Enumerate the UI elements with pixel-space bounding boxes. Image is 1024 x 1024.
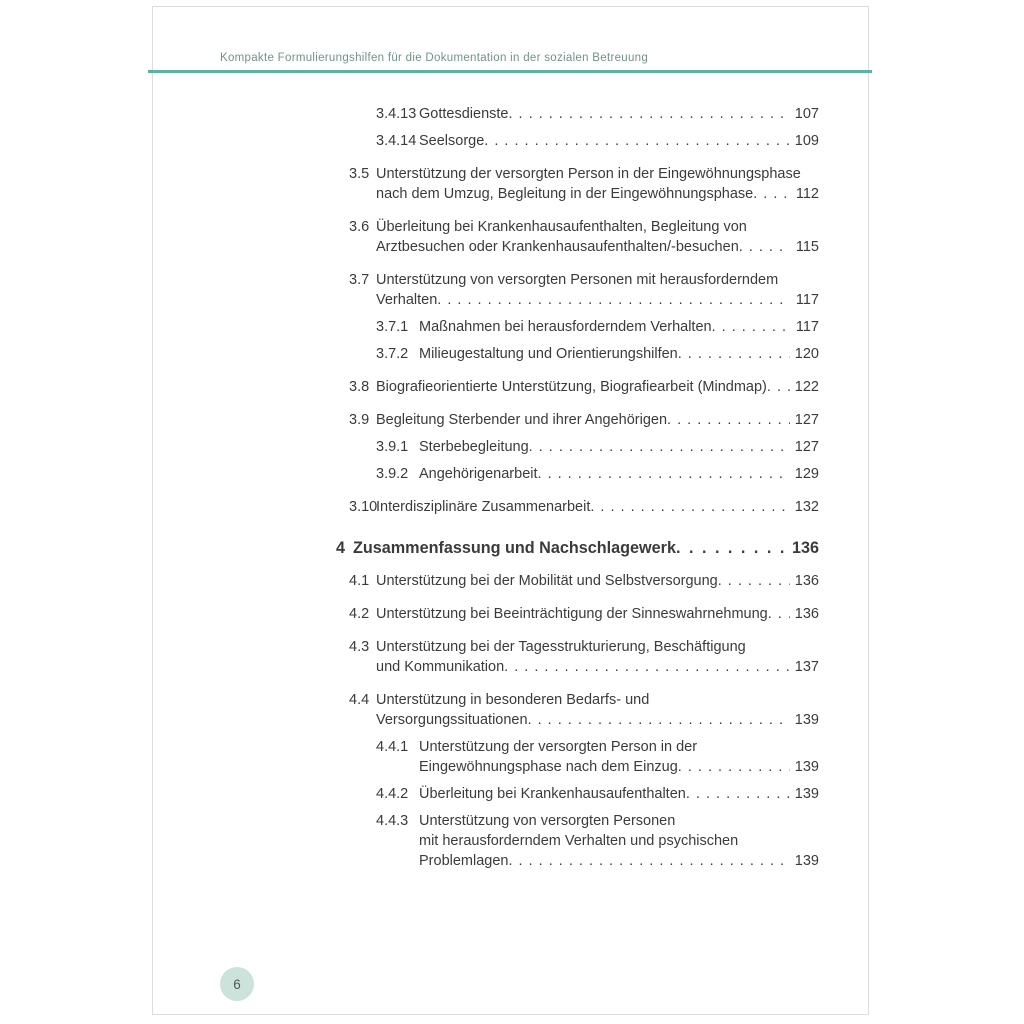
toc-entry-title: Seelsorge — [419, 133, 485, 149]
toc-entry-page: 120 — [794, 346, 819, 362]
toc-entry[interactable] — [336, 377, 819, 397]
toc-entry-page: 136 — [794, 573, 819, 589]
toc-entry-page: 139 — [794, 712, 819, 728]
toc-entry-number: 3.4.14 — [376, 133, 417, 149]
dot-leader — [590, 497, 790, 517]
toc-entry-page: 107 — [794, 106, 819, 122]
toc-entry[interactable] — [336, 497, 819, 517]
toc-entry-number: 3.4.13 — [376, 106, 417, 122]
toc-entry-number: 3.5 — [349, 166, 370, 182]
dot-leader — [739, 237, 790, 257]
toc-entry-title: Arztbesuchen oder Krankenhausaufenthalten/-besuchen — [376, 239, 739, 255]
toc-entry[interactable] — [336, 571, 819, 591]
toc-entry-title: Verhalten — [376, 292, 438, 308]
toc-entry-title: Unterstützung von versorgten Personen — [419, 813, 676, 829]
running-header-title: Kompakte Formulierungshilfen für die Dokumentation in der sozialen Betreuung — [220, 52, 649, 64]
dot-leader — [712, 317, 790, 337]
dot-leader — [508, 851, 790, 871]
toc-entry-page: 127 — [794, 439, 819, 455]
toc-entry-title: Unterstützung in besonderen Bedarfs- und — [376, 692, 650, 708]
toc-entry-title: Überleitung bei Krankenhausaufenthalten — [419, 786, 686, 802]
toc-entry-number: 3.7.1 — [376, 319, 409, 335]
toc-entry-page: 136 — [794, 606, 819, 622]
toc-entry-title: Unterstützung bei der Mobilität und Selbstversorgung — [376, 573, 718, 589]
toc-entry-title: mit herausforderndem Verhalten und psychischen — [419, 833, 739, 849]
toc-entry[interactable] — [336, 270, 819, 310]
toc-entry-number: 3.7.2 — [376, 346, 409, 362]
toc-entry[interactable] — [336, 690, 819, 730]
dot-leader — [718, 571, 790, 591]
toc-entry-title: Unterstützung der versorgten Person in der — [419, 739, 698, 755]
toc-entry[interactable] — [336, 737, 819, 777]
toc-entry-title: Maßnahmen bei herausforderndem Verhalten — [419, 319, 712, 335]
toc-entry-title: Zusammenfassung und Nachschlagewerk — [353, 539, 676, 557]
toc-entry-page: 115 — [795, 239, 819, 255]
toc-entry-title: Biografieorientierte Unterstützung, Biografiearbeit (Mindmap) — [376, 379, 767, 395]
toc-entry-page: 122 — [794, 379, 819, 395]
toc-entry-number: 4.2 — [349, 606, 370, 622]
toc-entry-page: 139 — [794, 786, 819, 802]
toc-entry-page: 112 — [795, 186, 819, 202]
toc-entry[interactable] — [336, 344, 819, 364]
toc-entry[interactable] — [336, 464, 819, 484]
toc-entry[interactable] — [336, 784, 819, 804]
toc-entry-number: 3.9 — [349, 412, 370, 428]
toc-entry-title: Gottesdienste — [419, 106, 509, 122]
toc-entry-title: Unterstützung bei Beeinträchtigung der Sinneswahrnehmung — [376, 606, 768, 622]
toc-entry-title: Unterstützung von versorgten Personen mit herausforderndem — [376, 272, 779, 288]
toc-entry-page: 137 — [794, 659, 819, 675]
toc-entry[interactable] — [336, 811, 819, 871]
toc-entry-page: 139 — [794, 759, 819, 775]
toc-entry-title: Unterstützung bei der Tagesstrukturierung, Beschäftigung — [376, 639, 746, 655]
toc-entry-title: Überleitung bei Krankenhausaufenthalten, Begleitung von — [376, 219, 747, 235]
dot-leader — [484, 131, 790, 151]
toc-entry-number: 4.3 — [349, 639, 370, 655]
toc-entry-title: Versorgungssituationen — [376, 712, 528, 728]
toc-entry-title: Problemlagen — [419, 853, 509, 869]
toc-entry-number: 4.4.1 — [376, 739, 409, 755]
dot-leader — [767, 377, 790, 397]
toc-entry-title: Interdisziplinäre Zusammenarbeit — [376, 499, 591, 515]
toc-entry-number: 3.9.2 — [376, 466, 409, 482]
toc-entry-page: 117 — [795, 319, 819, 335]
dot-leader — [676, 537, 792, 559]
toc-entry[interactable] — [336, 437, 819, 457]
toc-entry-title: Unterstützung der versorgten Person in der Eingewöhnungsphase — [376, 166, 801, 182]
toc-entry-title: Eingewöhnungsphase nach dem Einzug — [419, 759, 678, 775]
dot-leader — [753, 184, 790, 204]
toc-entry-title: Begleitung Sterbender und ihrer Angehörigen — [376, 412, 668, 428]
toc-entry[interactable] — [336, 104, 819, 124]
toc-entry[interactable] — [336, 410, 819, 430]
toc-entry[interactable] — [336, 131, 819, 151]
dot-leader — [538, 464, 790, 484]
dot-leader — [686, 784, 790, 804]
toc-entry-page: 109 — [794, 133, 819, 149]
book-page — [152, 6, 869, 1015]
toc-entry-number: 4.1 — [349, 573, 370, 589]
dot-leader — [667, 410, 790, 430]
toc-entry-number: 3.7 — [349, 272, 370, 288]
toc-entry-number: 4.4.2 — [376, 786, 409, 802]
dot-leader — [678, 757, 790, 777]
toc-entry-number: 4.4.3 — [376, 813, 409, 829]
toc-entry-title: Angehörigenarbeit — [419, 466, 538, 482]
toc-entry-page: 136 — [791, 539, 819, 557]
toc-entry-page: 139 — [794, 853, 819, 869]
toc-entry-page: 132 — [794, 499, 819, 515]
toc-entry[interactable] — [336, 164, 819, 204]
toc-list — [336, 7, 819, 884]
toc-entry-page: 127 — [794, 412, 819, 428]
toc-entry-title: nach dem Umzug, Begleitung in der Eingewöhnungsphase — [376, 186, 754, 202]
toc-entry-title: und Kommunikation — [376, 659, 505, 675]
page-number: 6 — [233, 976, 241, 992]
dot-leader — [529, 437, 790, 457]
dot-leader — [678, 344, 790, 364]
dot-leader — [508, 104, 790, 124]
toc-entry-number: 4.4 — [349, 692, 370, 708]
toc-entry[interactable] — [336, 604, 819, 624]
dot-leader — [528, 710, 790, 730]
toc-entry-number: 3.9.1 — [376, 439, 409, 455]
dot-leader — [768, 604, 790, 624]
page-number-badge — [220, 967, 254, 1001]
dot-leader — [437, 290, 790, 310]
toc-entry-number: 3.10 — [349, 499, 378, 515]
toc-entry[interactable] — [336, 217, 819, 257]
toc-entry-number: 3.8 — [349, 379, 370, 395]
toc-entry-title: Sterbebegleitung — [419, 439, 529, 455]
toc-entry-number: 4 — [336, 539, 346, 557]
toc-entry-number: 3.6 — [349, 219, 370, 235]
toc-entry[interactable] — [336, 637, 819, 677]
toc-entry-page: 117 — [795, 292, 819, 308]
toc-chapter-entry[interactable] — [336, 537, 819, 559]
toc-entry[interactable] — [336, 317, 819, 337]
toc-entry-page: 129 — [794, 466, 819, 482]
dot-leader — [504, 657, 790, 677]
toc-entry-title: Milieugestaltung und Orientierungshilfen — [419, 346, 678, 362]
